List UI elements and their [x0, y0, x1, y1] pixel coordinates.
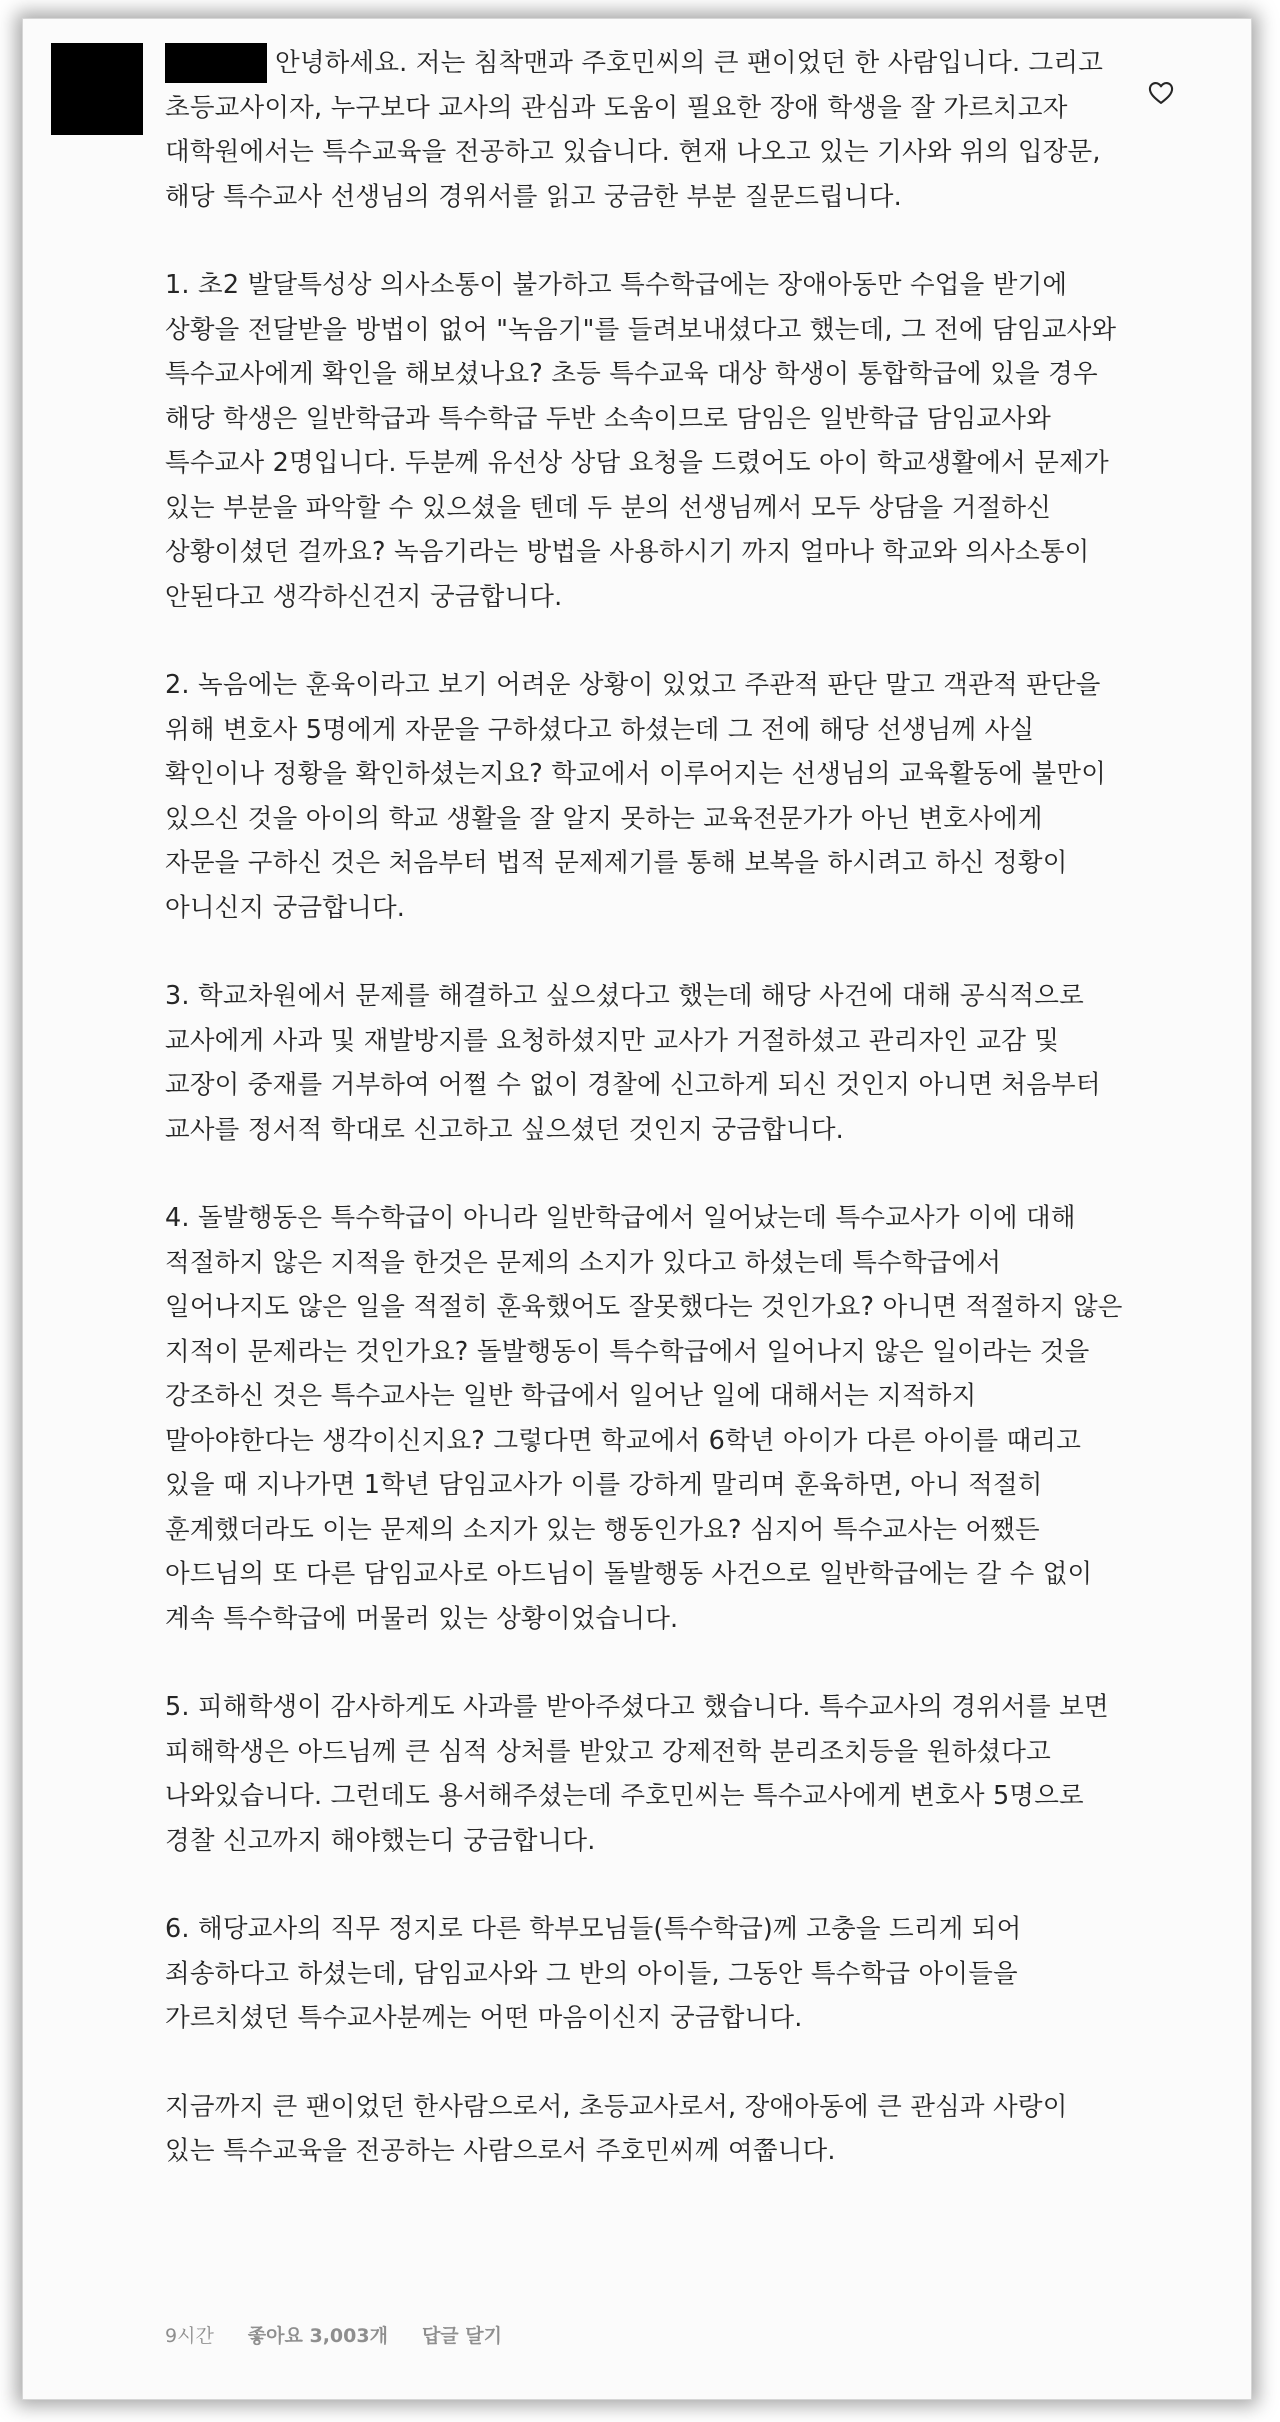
likes-count-link[interactable]: 좋아요 3,003개 — [247, 2325, 388, 2347]
comment-text — [165, 41, 1125, 2218]
avatar[interactable] — [51, 43, 143, 135]
comment-paragraph: 1. 초2 발달특성상 의사소통이 불가하고 특수학급에는 장애아동만 수업을 받기에 상황을 전달받을 방법이 없어 "녹음기"를 들려보내셨다고 했는데, 그 전에 담임교사와 특수교사에게 확인을 해보셨나요? 초등 특수교육 대상 학생이 통합학급에 있을 경우 해당 학생은 일반학급과 특수학급 두반 소속이므로 담임은 일반학급 담임교사와 특수교사 2명입니다. 두분께 유선상 상담 요청을 드렸어도 아이 학교생활에서 문제가 있는 부분을 파악할 수 있으셨을 텐데 두 분의 선생님께서 모두 상담을 거절하신 상황이셨던 걸까요? 녹음기라는 방법을 사용하시기 까지 얼마나 학교와 의사소통이 안된다고 생각하신건지 궁금합니다. — [165, 270, 1117, 612]
comment-paragraph: 6. 해당교사의 직무 정지로 다른 학부모님들(특수학급)께 고충을 드리게 되어 죄송하다고 하셨는데, 담임교사와 그 반의 아이들, 그동안 특수학급 아이들을 가르치셨던 특수교사분께는 어떤 마음이신지 궁금합니다. — [165, 1914, 1022, 2033]
comment-paragraph: 지금까지 큰 팬이었던 한사람으로서, 초등교사로서, 장애아동에 큰 관심과 사랑이 있는 특수교육을 전공하는 사람으로서 주호민씨께 여쭙니다. — [165, 2091, 1068, 2166]
comment-paragraph: 5. 피해학생이 감사하게도 사과를 받아주셨다고 했습니다. 특수교사의 경위서를 보면 피해학생은 아드님께 큰 심적 상처를 받았고 강제전학 분리조치등을 원하셨다고 나와있습니다. 그런데도 용서해주셨는데 주호민씨는 특수교사에게 변호사 5명으로 경찰 신고까지 해야했는디 궁금합니다. — [165, 1692, 1109, 1856]
reply-button[interactable]: 답글 달기 — [421, 2325, 502, 2347]
comment-timestamp: 9시간 — [165, 2325, 214, 2347]
comment-paragraph: 2. 녹음에는 훈육이라고 보기 어려운 상황이 있었고 주관적 판단 말고 객관적 판단을 위해 변호사 5명에게 자문을 구하셨다고 하셨는데 그 전에 해당 선생님께 사실 확인이나 정황을 확인하셨는지요? 학교에서 이루어지는 선생님의 교육활동에 불만이 있으신 것을 아이의 학교 생활을 잘 알지 못하는 교육전문가가 아닌 변호사에게 자문을 구하신 것은 처음부터 법적 문제제기를 통해 보복을 하시려고 하신 정황이 아니신지 궁금합니다. — [165, 670, 1107, 923]
heart-outline-icon[interactable] — [1147, 79, 1175, 107]
comment-footer — [165, 2321, 502, 2348]
comment-paragraph: 3. 학교차원에서 문제를 해결하고 싶으셨다고 했는데 해당 사건에 대해 공식적으로 교사에게 사과 및 재발방지를 요청하셨지만 교사가 거절하셨고 관리자인 교감 및 교장이 중재를 거부하여 어쩔 수 없이 경찰에 신고하게 되신 것인지 아니면 처음부터 교사를 정서적 학대로 신고하고 싶으셨던 것인지 궁금합니다. — [165, 981, 1101, 1145]
comment-card — [22, 18, 1252, 2400]
comment-paragraph: 안녕하세요. 저는 침착맨과 주호민씨의 큰 팬이었던 한 사람입니다. 그리고 초등교사이자, 누구보다 교사의 관심과 도움이 필요한 장애 학생을 잘 가르치고자 대학원에서는 특수교육을 전공하고 있습니다. 현재 나오고 있는 기사와 위의 입장문, 해당 특수교사 선생님의 경위서를 읽고 궁금한 부분 질문드립니다. — [165, 48, 1104, 212]
comment-paragraph: 4. 돌발행동은 특수학급이 아니라 일반학급에서 일어났는데 특수교사가 이에 대해 적절하지 않은 지적을 한것은 문제의 소지가 있다고 하셨는데 특수학급에서 일어나지도 않은 일을 적절히 훈육했어도 잘못했다는 것인가요? 아니면 적절하지 않은 지적이 문제라는 것인가요? 돌발행동이 특수학급에서 일어나지 않은 일이라는 것을 강조하신 것은 특수교사는 일반 학급에서 일어난 일에 대해서는 지적하지 말아야한다는 생각이신지요? 그렇다면 학교에서 6학년 아이가 다른 아이를 때리고 있을 때 지나가면 1학년 담임교사가 이를 강하게 말리며 훈육하면, 아니 적절히 훈계했더라도 이는 문제의 소지가 있는 행동인가요? 심지어 특수교사는 어쨌든 아드님의 또 다른 담임교사로 아드님이 돌발행동 사건으로 일반학급에는 갈 수 없이 계속 특수학급에 머물러 있는 상황이었습니다. — [165, 1203, 1123, 1634]
